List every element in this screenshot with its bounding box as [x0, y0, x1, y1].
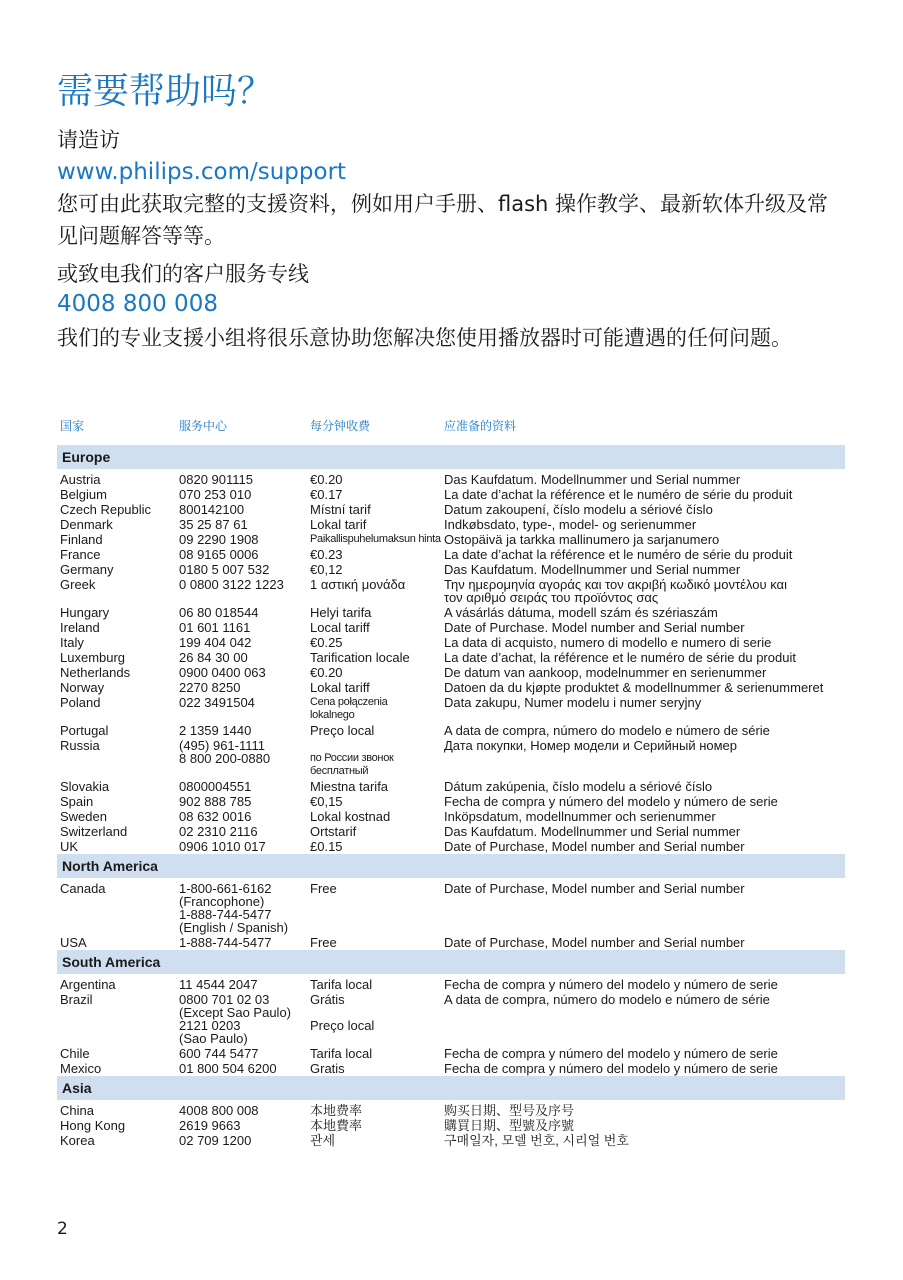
service-number-cell: 2 1359 1440: [179, 723, 252, 738]
support-url-link[interactable]: www.philips.com/support: [57, 159, 347, 185]
table-row: [57, 665, 845, 680]
header-country: 国家: [60, 419, 85, 433]
table-row: [57, 650, 845, 665]
info-cell: 购买日期、型号及序号: [444, 1103, 575, 1118]
service-number-cell: 4008 800 008: [179, 1103, 259, 1118]
service-number-cell: 1-800-661-6162 (Francophone) 1-888-744-5477 (English / Spanish): [179, 881, 289, 935]
country-cell: France: [60, 547, 101, 562]
info-cell: Fecha de compra y número del modelo y número de serie: [444, 1061, 778, 1076]
table-row: [57, 472, 845, 487]
info-cell: 구매일자, 모델 번호, 시리얼 번호: [444, 1133, 629, 1148]
country-cell: UK: [60, 839, 79, 854]
fee-cell: Local tariff: [310, 620, 370, 635]
country-cell: Hungary: [60, 605, 110, 620]
service-number-cell: 0 0800 3122 1223: [179, 577, 284, 592]
service-number-cell: 2619 9663: [179, 1118, 241, 1133]
info-cell: La date d’achat, la référence et le numéro de série du produit: [444, 650, 796, 665]
country-cell: Canada: [60, 881, 106, 896]
country-cell: Brazil: [60, 992, 93, 1007]
country-cell: Austria: [60, 472, 101, 487]
service-number-cell: 11 4544 2047: [179, 977, 258, 992]
fee-cell: Preço local: [310, 723, 375, 738]
info-cell: Date of Purchase, Model number and Serial number: [444, 839, 745, 854]
service-number-cell: 01 800 504 6200: [179, 1061, 277, 1076]
fee-cell: Miestna tarifa: [310, 779, 389, 794]
service-number-cell: 35 25 87 61: [179, 517, 248, 532]
country-cell: Luxemburg: [60, 650, 126, 665]
fee-cell: €0.20: [310, 665, 343, 680]
table-row: [57, 992, 845, 1046]
service-number-cell: 0900 0400 063: [179, 665, 266, 680]
service-number-cell: 600 744 5477: [179, 1046, 259, 1061]
region-name: Europe: [57, 445, 845, 469]
visit-description: 您可由此获取完整的支援资料，例如用户手册、flash 操作教学、最新软体升级及常见问题解答等等。: [57, 192, 829, 248]
region-header: [57, 445, 845, 469]
table-row: [57, 1118, 845, 1133]
country-cell: Denmark: [60, 517, 113, 532]
service-number-cell: 0180 5 007 532: [179, 562, 270, 577]
info-cell: Date of Purchase, Model number and Serial number: [444, 881, 745, 896]
table-row: [57, 547, 845, 562]
info-cell: La date d’achat la référence et le numéro de série du produit: [444, 487, 793, 502]
fee-cell: €0.17: [310, 487, 343, 502]
info-cell: La date d’achat la référence et le numéro de série du produit: [444, 547, 793, 562]
info-cell: Fecha de compra y número del modelo y número de serie: [444, 794, 778, 809]
service-number-cell: 26 84 30 00: [179, 650, 248, 665]
fee-cell: Lokal tariff: [310, 680, 370, 695]
country-cell: Germany: [60, 562, 114, 577]
info-cell: Inköpsdatum, modellnummer och serienummer: [444, 809, 716, 824]
country-cell: Mexico: [60, 1061, 102, 1076]
info-cell: De datum van aankoop, modelnummer en serienummer: [444, 665, 767, 680]
info-cell: Datum zakoupení, číslo modelu a sériové číslo: [444, 502, 713, 517]
fee-cell: Tarifa local: [310, 977, 373, 992]
fee-cell: Tarifa local: [310, 1046, 373, 1061]
info-cell: Data zakupu, Numer modelu i numer seryjny: [444, 695, 702, 710]
service-number-cell: 0800 701 02 03 (Except Sao Paulo) 2121 0203 (Sao Paulo): [179, 992, 292, 1046]
service-number-cell: 08 9165 0006: [179, 547, 259, 562]
service-number-cell: 902 888 785: [179, 794, 252, 809]
service-number-cell: 199 404 042: [179, 635, 252, 650]
country-cell: Sweden: [60, 809, 107, 824]
info-cell: Fecha de compra y número del modelo y número de serie: [444, 977, 778, 992]
table-row: [57, 1046, 845, 1061]
fee-cell: Ortstarif: [310, 824, 357, 839]
country-cell: Netherlands: [60, 665, 131, 680]
fee-cell: 관세: [310, 1133, 336, 1148]
page-title: 需要帮助吗？: [57, 71, 274, 112]
table-row: [57, 577, 845, 605]
table-row: [57, 635, 845, 650]
fee-cell: Lokal kostnad: [310, 809, 391, 824]
service-number-cell: 070 253 010: [179, 487, 252, 502]
info-cell: Das Kaufdatum. Modellnummer und Serial nummer: [444, 472, 741, 487]
call-description: 我们的专业支援小组将很乐意协助您解决您使用播放器时可能遭遇的任何问题。: [57, 326, 792, 350]
service-number-cell: 800142100: [179, 502, 245, 517]
fee-cell: Místní tarif: [310, 502, 371, 517]
service-number-cell: 0820 901115: [179, 472, 253, 487]
table-row: [57, 532, 845, 547]
fee-cell: Paikallispuhelumaksun hinta: [310, 533, 441, 545]
fee-cell: Gratis: [310, 1061, 345, 1076]
call-label: 或致电我们的客户服务专线: [57, 262, 309, 286]
table-header-row: [57, 417, 845, 445]
country-cell: Hong Kong: [60, 1118, 126, 1133]
info-cell: Date of Purchase. Model number and Serial number: [444, 620, 745, 635]
country-cell: Switzerland: [60, 824, 128, 839]
header-required-info: 应准备的资料: [444, 419, 517, 433]
country-cell: Korea: [60, 1133, 95, 1148]
country-cell: Belgium: [60, 487, 107, 502]
info-cell: Das Kaufdatum. Modellnummer und Serial nummer: [444, 562, 741, 577]
table-row: [57, 517, 845, 532]
fee-cell: €0,15: [310, 794, 343, 809]
table-row: [57, 809, 845, 824]
info-cell: Dátum zakúpenia, číslo modelu a sériové číslo: [444, 779, 713, 794]
info-cell: A data de compra, número do modelo e número de série: [444, 723, 770, 738]
table-row: [57, 695, 845, 723]
country-cell: Spain: [60, 794, 94, 809]
table-row: [57, 935, 845, 950]
header-service-center: 服务中心: [179, 419, 228, 433]
fee-cell: Tarification locale: [310, 650, 410, 665]
region-header: [57, 1076, 845, 1100]
fee-cell: 1 αστική μονάδα: [310, 577, 406, 592]
country-cell: USA: [60, 935, 87, 950]
region-header: [57, 950, 845, 974]
country-cell: Norway: [60, 680, 105, 695]
header-fee-per-minute: 每分钟收费: [310, 419, 371, 433]
service-number-cell: 02 2310 2116: [179, 824, 258, 839]
country-cell: Italy: [60, 635, 84, 650]
country-cell: Poland: [60, 695, 101, 710]
country-cell: Ireland: [60, 620, 100, 635]
fee-cell: по России звонок бесплатный: [310, 752, 394, 777]
table-row: [57, 839, 845, 854]
table-row: [57, 1061, 845, 1076]
table-row: [57, 824, 845, 839]
fee-cell: €0.25: [310, 635, 343, 650]
info-cell: Ostopäivä ja tarkka mallinumero ja sarjanumero: [444, 532, 720, 547]
fee-cell: 本地費率: [310, 1118, 363, 1133]
table-row: [57, 1133, 845, 1148]
service-number-cell: 08 632 0016: [179, 809, 252, 824]
info-cell: Indkøbsdato, type-, model- og serienummer: [444, 517, 697, 532]
table-row: [57, 487, 845, 502]
service-number-cell: (495) 961-1111 8 800 200-0880: [179, 738, 271, 766]
fee-cell: Free: [310, 881, 337, 896]
table-row: [57, 502, 845, 517]
table-row: [57, 738, 845, 779]
table-row: [57, 723, 845, 738]
table-row: [57, 680, 845, 695]
country-cell: Greek: [60, 577, 96, 592]
country-cell: Portugal: [60, 723, 109, 738]
visit-label: 请造访: [57, 128, 120, 152]
table-row: [57, 794, 845, 809]
fee-cell: Free: [310, 935, 337, 950]
support-contacts-table: [57, 417, 845, 1148]
country-cell: Slovakia: [60, 779, 110, 794]
country-cell: China: [60, 1103, 94, 1118]
info-cell: A vásárlás dátuma, modell szám és szériaszám: [444, 605, 718, 620]
service-number-cell: 2270 8250: [179, 680, 241, 695]
info-cell: Date of Purchase, Model number and Serial number: [444, 935, 745, 950]
fee-cell: Cena połączenia lokalnego: [310, 696, 388, 721]
table-row: [57, 881, 845, 935]
table-row: [57, 1103, 845, 1118]
fee-cell: Grátis Preço local: [310, 992, 375, 1033]
table-row: [57, 605, 845, 620]
fee-cell: Helyi tarifa: [310, 605, 372, 620]
fee-cell: £0.15: [310, 839, 343, 854]
fee-cell: Lokal tarif: [310, 517, 367, 532]
table-row: [57, 562, 845, 577]
fee-cell: €0.23: [310, 547, 343, 562]
service-number-cell: 1-888-744-5477: [179, 935, 272, 950]
service-number-cell: 0906 1010 017: [179, 839, 266, 854]
table-row: [57, 977, 845, 992]
info-cell: Дата покупки, Номер модели и Серийный номер: [444, 738, 738, 753]
info-cell: Datoen da du kjøpte produktet & modellnummer & serienummeret: [444, 680, 824, 695]
service-number-cell: 02 709 1200: [179, 1133, 252, 1148]
table-row: [57, 620, 845, 635]
page-number: 2: [57, 1219, 68, 1239]
country-cell: Finland: [60, 532, 103, 547]
region-name: South America: [57, 950, 845, 974]
fee-cell: 本地费率: [310, 1103, 363, 1118]
country-cell: Argentina: [60, 977, 116, 992]
region-header: [57, 854, 845, 878]
info-cell: Την ημερομηνία αγοράς και τον ακριβή κωδικό μοντέλου και τον αριθμό σειράς του προϊόντος σας: [444, 577, 787, 605]
country-cell: Chile: [60, 1046, 90, 1061]
region-name: Asia: [57, 1076, 845, 1100]
country-cell: Russia: [60, 738, 100, 753]
table-row: [57, 779, 845, 794]
fee-cell: €0,12: [310, 562, 343, 577]
info-cell: Fecha de compra y número del modelo y número de serie: [444, 1046, 778, 1061]
service-number-cell: 09 2290 1908: [179, 532, 259, 547]
info-cell: 購買日期、型號及序號: [444, 1118, 575, 1133]
info-cell: A data de compra, número do modelo e número de série: [444, 992, 770, 1007]
fee-cell: €0.20: [310, 472, 343, 487]
table-body: [57, 445, 845, 1148]
hotline-number: 4008 800 008: [57, 291, 218, 317]
service-number-cell: 06 80 018544: [179, 605, 259, 620]
service-number-cell: 022 3491504: [179, 695, 255, 710]
service-number-cell: 01 601 1161: [179, 620, 251, 635]
region-name: North America: [57, 854, 845, 878]
info-cell: Das Kaufdatum. Modellnummer und Serial nummer: [444, 824, 741, 839]
country-cell: Czech Republic: [60, 502, 152, 517]
service-number-cell: 0800004551: [179, 779, 252, 794]
info-cell: La data di acquisto, numero di modello e numero di serie: [444, 635, 772, 650]
